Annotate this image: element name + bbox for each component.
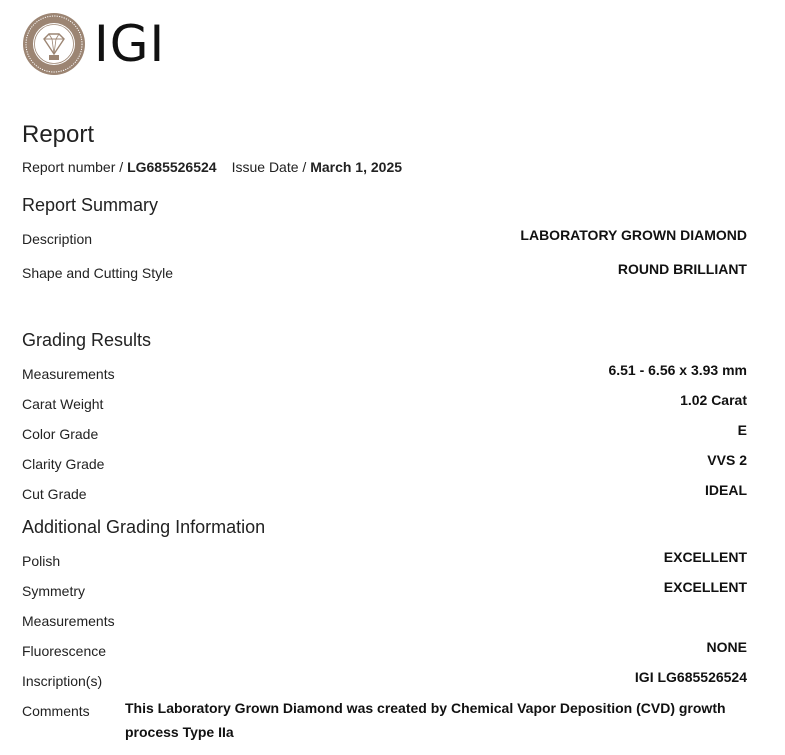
row-value-shape: ROUND BRILLIANT [617, 261, 747, 277]
row-value-description: LABORATORY GROWN DIAMOND [520, 227, 747, 243]
row-value-measurements: 6.51 - 6.56 x 3.93 mm [608, 362, 747, 378]
row-label-description: Description [22, 231, 93, 247]
report-number-label: Report number / [22, 159, 128, 175]
row-label-additional-measurements: Measurements [22, 613, 115, 629]
row-value-color-grade: E [737, 422, 747, 438]
row-value-comments: This Laboratory Grown Diamond was created by Chemical Vapor Deposition (CVD) growth process Type IIa [125, 700, 726, 740]
row-value-carat-weight: 1.02 Carat [680, 392, 747, 408]
row-label-cut-grade: Cut Grade [22, 486, 87, 502]
section-title-additional-grading: Additional Grading Information [22, 517, 266, 537]
brand-name: IGI [94, 15, 166, 73]
issue-date: March 1, 2025 [310, 159, 403, 175]
row-label-comments: Comments [22, 703, 90, 719]
row-value-cut-grade: IDEAL [705, 482, 747, 498]
row-label-inscriptions: Inscription(s) [22, 673, 103, 689]
row-value-fluorescence: NONE [706, 639, 747, 655]
report-meta [22, 159, 402, 175]
row-label-clarity-grade: Clarity Grade [22, 456, 105, 472]
igi-seal-icon [22, 12, 86, 76]
row-label-symmetry: Symmetry [22, 583, 85, 599]
row-label-shape: Shape and Cutting Style [22, 265, 173, 281]
igi-logo [22, 12, 165, 76]
row-label-fluorescence: Fluorescence [22, 643, 107, 659]
row-value-polish: EXCELLENT [663, 549, 747, 565]
row-value-inscriptions: IGI LG685526524 [634, 669, 747, 685]
report-number: LG685526524 [127, 159, 217, 175]
section-title-report-summary: Report Summary [22, 195, 159, 215]
row-label-polish: Polish [22, 553, 61, 569]
row-value-symmetry: EXCELLENT [663, 579, 747, 595]
row-label-color-grade: Color Grade [22, 426, 99, 442]
row-value-clarity-grade: VVS 2 [707, 452, 747, 468]
row-label-measurements: Measurements [22, 366, 115, 382]
issue-date-label: Issue Date / [231, 159, 311, 175]
section-title-grading-results: Grading Results [22, 330, 152, 350]
report-title: Report [22, 121, 95, 148]
row-label-carat-weight: Carat Weight [22, 396, 104, 412]
